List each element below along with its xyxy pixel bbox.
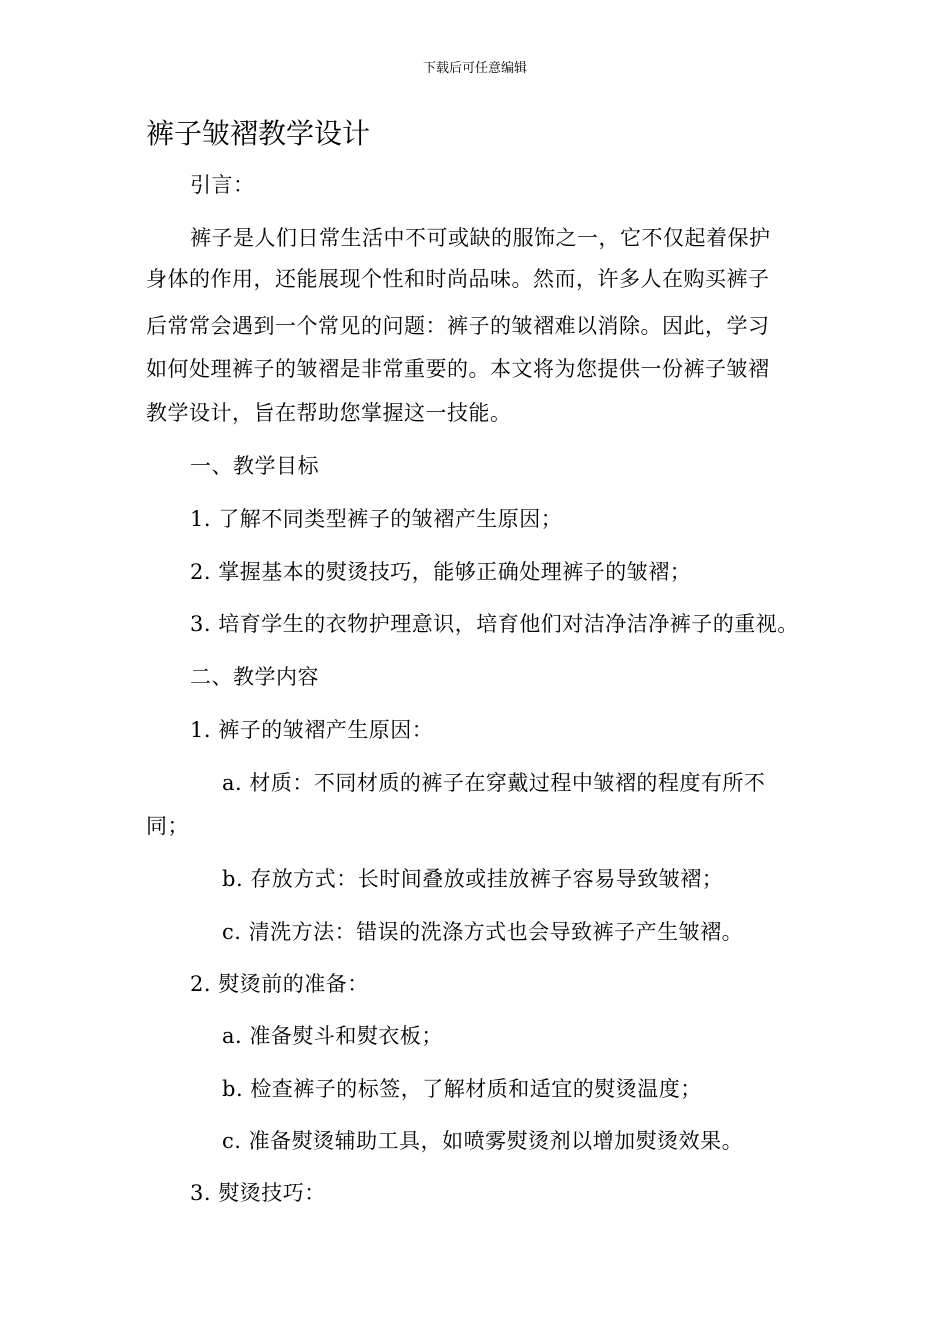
intro-line: 裤子是人们日常生活中不可或缺的服饰之一，它不仅起着保护 xyxy=(190,226,771,250)
goal-item: 3. 培育学生的衣物护理意识，培育他们对洁净洁净裤子的重视。 xyxy=(190,612,799,636)
content-item-label: 2. 熨烫前的准备： xyxy=(190,972,369,996)
intro-line: 后常常会遇到一个常见的问题：裤子的皱褶难以消除。因此，学习 xyxy=(146,314,770,338)
section-heading-content: 二、教学内容 xyxy=(190,665,319,689)
intro-line: 如何处理裤子的皱褶是非常重要的。本文将为您提供一份裤子皱褶 xyxy=(146,357,770,381)
content-subitem: b. 检查裤子的标签，了解材质和适宜的熨烫温度； xyxy=(222,1077,702,1101)
goal-item: 2. 掌握基本的熨烫技巧，能够正确处理裤子的皱褶； xyxy=(190,560,692,584)
document-title: 裤子皱褶教学设计 xyxy=(146,117,371,150)
content-subitem: a. 材质：不同材质的裤子在穿戴过程中皱褶的程度有所不 xyxy=(222,771,766,795)
content-item-label: 3. 熨烫技巧： xyxy=(190,1181,326,1205)
intro-line: 身体的作用，还能展现个性和时尚品味。然而，许多人在购买裤子 xyxy=(146,267,770,291)
content-subitem: c. 清洗方法：错误的洗涤方式也会导致裤子产生皱褶。 xyxy=(222,920,744,944)
intro-line: 教学设计，旨在帮助您掌握这一技能。 xyxy=(146,401,512,425)
intro-heading: 引言： xyxy=(190,173,255,197)
content-subitem: b. 存放方式：长时间叠放或挂放裤子容易导致皱褶； xyxy=(222,867,724,891)
content-subitem: a. 准备熨斗和熨衣板； xyxy=(222,1024,443,1048)
header-note: 下载后可任意编辑 xyxy=(422,61,527,76)
goal-item: 1. 了解不同类型裤子的皱褶产生原因； xyxy=(190,507,563,531)
content-item-label: 1. 裤子的皱褶产生原因： xyxy=(190,718,434,742)
content-subitem-continuation: 同； xyxy=(146,814,189,838)
section-heading-goals: 一、教学目标 xyxy=(190,454,319,478)
content-subitem: c. 准备熨烫辅助工具，如喷雾熨烫剂以增加熨烫效果。 xyxy=(222,1129,744,1153)
